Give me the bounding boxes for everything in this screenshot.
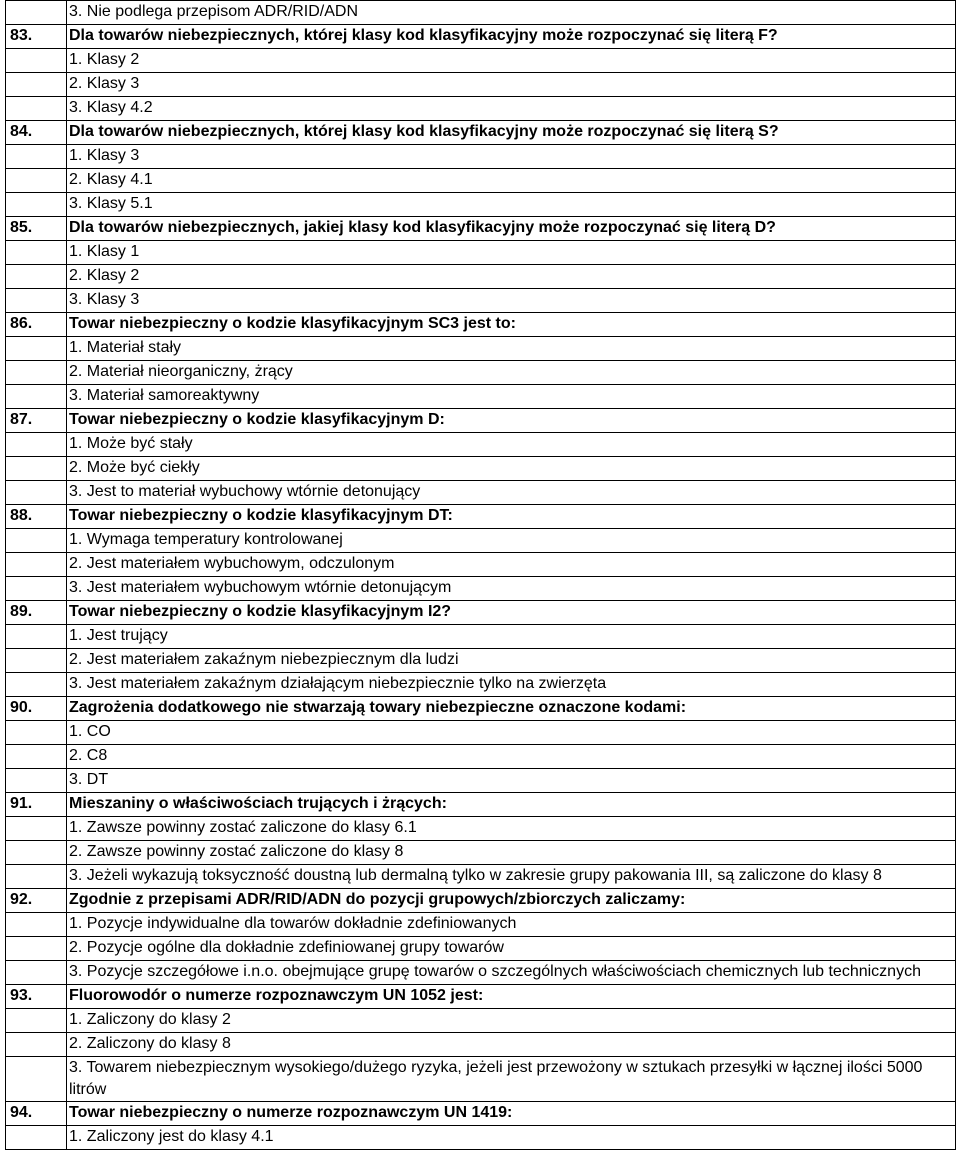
question-number: 94. [6, 1102, 67, 1126]
question-text: Zgodnie z przepisami ADR/RID/ADN do pozycji grupowych/zbiorczych zaliczamy: [67, 889, 956, 913]
question-row [6, 121, 956, 145]
row-number-cell [6, 817, 67, 841]
answer-option-row [6, 649, 956, 673]
question-row [6, 889, 956, 913]
question-text: Zagrożenia dodatkowego nie stwarzają towary niebezpieczne oznaczone kodami: [67, 697, 956, 721]
answer-option-text: 2. Pozycje ogólne dla dokładnie zdefiniowanej grupy towarów [67, 937, 956, 961]
answer-option-text: 1. Zaliczony do klasy 2 [67, 1009, 956, 1033]
row-number-cell [6, 745, 67, 769]
question-text: Towar niebezpieczny o kodzie klasyfikacyjnym D: [67, 409, 956, 433]
row-number-cell [6, 241, 67, 265]
answer-option-text: 3. Jeżeli wykazują toksyczność doustną lub dermalną tylko w zakresie grupy pakowania III, są zaliczone do klasy 8 [67, 865, 956, 889]
question-row [6, 793, 956, 817]
answer-option-text: 1. Wymaga temperatury kontrolowanej [67, 529, 956, 553]
question-row [6, 985, 956, 1009]
answer-option-text: 3. Jest to materiał wybuchowy wtórnie detonujący [67, 481, 956, 505]
question-row [6, 409, 956, 433]
answer-option-row [6, 865, 956, 889]
question-text: Towar niebezpieczny o numerze rozpoznawczym UN 1419: [67, 1102, 956, 1126]
answer-option-text: 3. Jest materiałem zakaźnym działającym niebezpiecznie tylko na zwierzęta [67, 673, 956, 697]
answer-option-row [6, 241, 956, 265]
row-number-cell [6, 49, 67, 73]
row-number-cell [6, 937, 67, 961]
question-row [6, 697, 956, 721]
question-text: Dla towarów niebezpiecznych, której klasy kod klasyfikacyjny może rozpoczynać się literą F? [67, 25, 956, 49]
answer-option-row [6, 1009, 956, 1033]
answer-option-row [6, 265, 956, 289]
row-number-cell [6, 1057, 67, 1102]
row-number-cell [6, 961, 67, 985]
answer-option-row [6, 625, 956, 649]
row-number-cell [6, 769, 67, 793]
answer-option-row [6, 1126, 956, 1150]
answer-option-text: 3. Nie podlega przepisom ADR/RID/ADN [67, 1, 956, 25]
row-number-cell [6, 913, 67, 937]
question-number: 91. [6, 793, 67, 817]
question-text: Dla towarów niebezpiecznych, jakiej klasy kod klasyfikacyjny może rozpoczynać się literą D? [67, 217, 956, 241]
row-number-cell [6, 265, 67, 289]
answer-option-row [6, 337, 956, 361]
answer-option-row [6, 289, 956, 313]
row-number-cell [6, 865, 67, 889]
question-number: 93. [6, 985, 67, 1009]
question-table [5, 0, 956, 1150]
answer-option-text: 3. Klasy 4.2 [67, 97, 956, 121]
answer-option-text: 2. Zaliczony do klasy 8 [67, 1033, 956, 1057]
answer-option-row [6, 169, 956, 193]
answer-option-text: 3. Pozycje szczegółowe i.n.o. obejmujące grupę towarów o szczególnych właściwościach chemicznych lub technicznych [67, 961, 956, 985]
answer-option-row [6, 673, 956, 697]
answer-option-text: 2. Może być ciekły [67, 457, 956, 481]
row-number-cell [6, 1, 67, 25]
row-number-cell [6, 361, 67, 385]
answer-option-row [6, 841, 956, 865]
answer-option-row [6, 1, 956, 25]
answer-option-text: 2. Jest materiałem wybuchowym, odczulonym [67, 553, 956, 577]
row-number-cell [6, 1033, 67, 1057]
row-number-cell [6, 673, 67, 697]
answer-option-row [6, 745, 956, 769]
answer-option-row [6, 529, 956, 553]
answer-option-row [6, 457, 956, 481]
answer-option-row [6, 553, 956, 577]
answer-option-row [6, 961, 956, 985]
answer-option-row [6, 721, 956, 745]
answer-option-row [6, 193, 956, 217]
question-row [6, 601, 956, 625]
question-number: 92. [6, 889, 67, 913]
question-row [6, 25, 956, 49]
answer-option-text: 1. Pozycje indywidualne dla towarów dokładnie zdefiniowanych [67, 913, 956, 937]
answer-option-text: 3. Jest materiałem wybuchowym wtórnie detonującym [67, 577, 956, 601]
answer-option-row [6, 577, 956, 601]
row-number-cell [6, 481, 67, 505]
question-text: Fluorowodór o numerze rozpoznawczym UN 1052 jest: [67, 985, 956, 1009]
answer-option-text: 2. C8 [67, 745, 956, 769]
question-text: Mieszaniny o właściwościach trujących i żrących: [67, 793, 956, 817]
answer-option-text: 1. Klasy 3 [67, 145, 956, 169]
answer-option-text: 2. Zawsze powinny zostać zaliczone do klasy 8 [67, 841, 956, 865]
answer-option-row [6, 49, 956, 73]
row-number-cell [6, 721, 67, 745]
answer-option-row [6, 769, 956, 793]
question-number: 88. [6, 505, 67, 529]
question-number: 89. [6, 601, 67, 625]
question-row [6, 1102, 956, 1126]
answer-option-row [6, 145, 956, 169]
question-number: 84. [6, 121, 67, 145]
answer-option-row [6, 97, 956, 121]
question-number: 83. [6, 25, 67, 49]
answer-option-row [6, 1057, 956, 1102]
answer-option-row [6, 385, 956, 409]
question-text: Towar niebezpieczny o kodzie klasyfikacyjnym DT: [67, 505, 956, 529]
question-number: 90. [6, 697, 67, 721]
answer-option-row [6, 1033, 956, 1057]
question-row [6, 505, 956, 529]
answer-option-text: 2. Jest materiałem zakaźnym niebezpiecznym dla ludzi [67, 649, 956, 673]
answer-option-text: 1. Klasy 1 [67, 241, 956, 265]
row-number-cell [6, 577, 67, 601]
row-number-cell [6, 337, 67, 361]
question-number: 85. [6, 217, 67, 241]
answer-option-text: 1. Może być stały [67, 433, 956, 457]
row-number-cell [6, 97, 67, 121]
answer-option-text: 3. Towarem niebezpiecznym wysokiego/dużego ryzyka, jeżeli jest przewożony w sztukach przesyłki w łącznej ilości 5000 litrów [67, 1057, 956, 1102]
answer-option-text: 1. CO [67, 721, 956, 745]
row-number-cell [6, 193, 67, 217]
row-number-cell [6, 1009, 67, 1033]
question-text: Dla towarów niebezpiecznych, której klasy kod klasyfikacyjny może rozpoczynać się literą S? [67, 121, 956, 145]
question-number: 87. [6, 409, 67, 433]
answer-option-text: 1. Materiał stały [67, 337, 956, 361]
row-number-cell [6, 289, 67, 313]
row-number-cell [6, 73, 67, 97]
row-number-cell [6, 145, 67, 169]
answer-option-row [6, 433, 956, 457]
answer-option-text: 1. Zawsze powinny zostać zaliczone do klasy 6.1 [67, 817, 956, 841]
answer-option-text: 3. Materiał samoreaktywny [67, 385, 956, 409]
answer-option-text: 3. DT [67, 769, 956, 793]
question-row [6, 217, 956, 241]
row-number-cell [6, 649, 67, 673]
row-number-cell [6, 529, 67, 553]
question-row [6, 313, 956, 337]
answer-option-text: 1. Klasy 2 [67, 49, 956, 73]
question-text: Towar niebezpieczny o kodzie klasyfikacyjnym I2? [67, 601, 956, 625]
row-number-cell [6, 1126, 67, 1150]
question-table-body [6, 1, 956, 1150]
answer-option-row [6, 361, 956, 385]
row-number-cell [6, 433, 67, 457]
answer-option-text: 1. Zaliczony jest do klasy 4.1 [67, 1126, 956, 1150]
answer-option-text: 3. Klasy 5.1 [67, 193, 956, 217]
answer-option-row [6, 73, 956, 97]
row-number-cell [6, 457, 67, 481]
answer-option-row [6, 913, 956, 937]
answer-option-row [6, 481, 956, 505]
question-text: Towar niebezpieczny o kodzie klasyfikacyjnym SC3 jest to: [67, 313, 956, 337]
answer-option-text: 2. Klasy 3 [67, 73, 956, 97]
row-number-cell [6, 169, 67, 193]
answer-option-text: 1. Jest trujący [67, 625, 956, 649]
answer-option-text: 2. Klasy 4.1 [67, 169, 956, 193]
answer-option-row [6, 937, 956, 961]
answer-option-row [6, 817, 956, 841]
row-number-cell [6, 841, 67, 865]
row-number-cell [6, 553, 67, 577]
row-number-cell [6, 385, 67, 409]
answer-option-text: 2. Klasy 2 [67, 265, 956, 289]
answer-option-text: 2. Materiał nieorganiczny, żrący [67, 361, 956, 385]
row-number-cell [6, 625, 67, 649]
answer-option-text: 3. Klasy 3 [67, 289, 956, 313]
question-number: 86. [6, 313, 67, 337]
